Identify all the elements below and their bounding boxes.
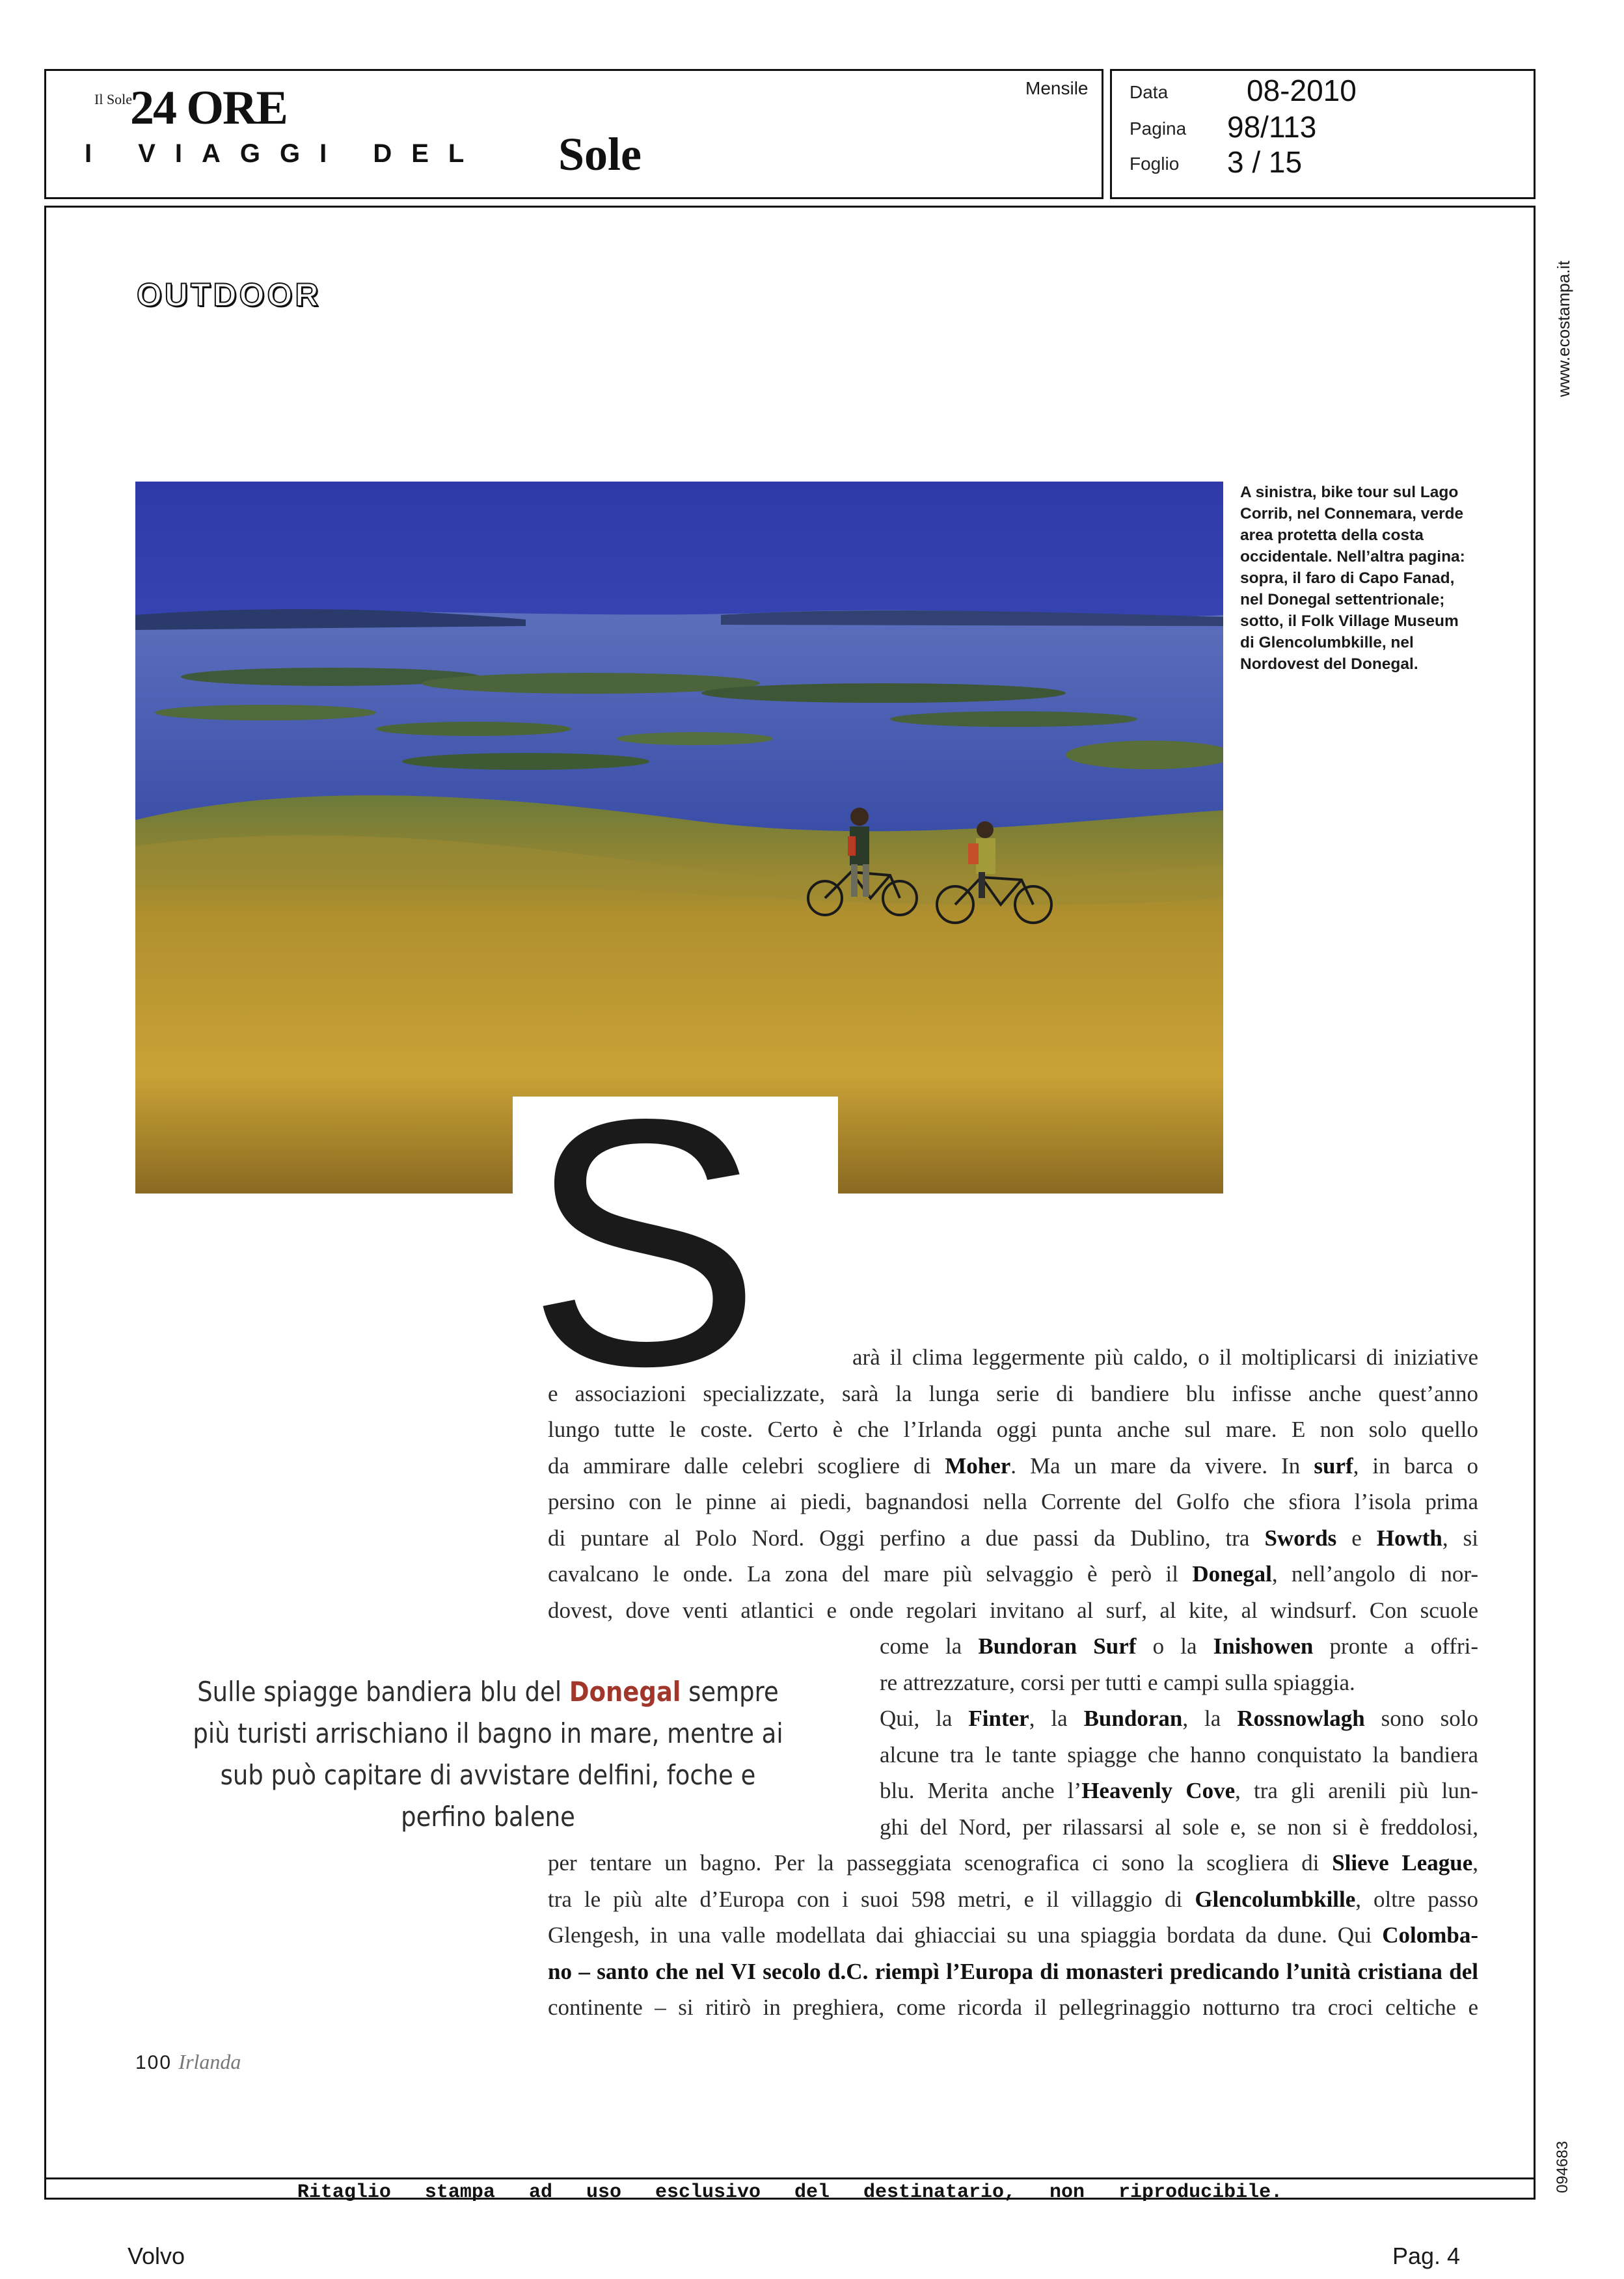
place-name: Inishowen <box>1213 1633 1314 1659</box>
article-text: , <box>1472 1850 1478 1876</box>
place-name: no <box>548 1958 572 1984</box>
series-title: I VIAGGI DEL <box>85 139 484 168</box>
place-name: Bundoran Surf <box>978 1633 1137 1659</box>
article-text: ghi del Nord, per rilassarsi al sole e, se non si è freddolosi, <box>880 1814 1478 1840</box>
article-text: per tentare un bagno. Per la passeggiata scenografica ci sono la scogliera di <box>548 1850 1333 1876</box>
article-text: alcune tra le tante spiagge che hanno conquistato la bandiera <box>880 1741 1478 1767</box>
folio-number: 100 <box>135 2052 172 2073</box>
place-name: surf <box>1314 1453 1353 1479</box>
article-text: dovest, dove venti atlantici e onde regolari invitano al surf, al kite, al windsurf. Con scuole <box>548 1597 1478 1623</box>
place-name: Finter <box>968 1706 1029 1731</box>
pull-quote-highlight: Donegal <box>569 1676 681 1708</box>
page-folio <box>135 2050 241 2074</box>
article-text: Qui, la <box>880 1706 969 1731</box>
place-name: – santo che nel VI secolo d.C. riempì l’Europa di monasteri predicando l’unità cristiana del <box>571 1958 1478 1984</box>
side-url-text: www.ecostampa.it <box>1554 260 1573 397</box>
article-text: , nell’angolo di nor- <box>1271 1561 1478 1587</box>
pull-quote-text-end: sempre più turisti arrischiano il bagno in mare, mentre ai sub può capitare di avvistare delfini, foche e perfino balene <box>193 1676 783 1833</box>
foglio-label: Foglio <box>1130 154 1180 174</box>
article-text: re attrezzature, corsi per tutti e campi sulla spiaggia. <box>880 1669 1355 1695</box>
place-name: Donegal <box>1192 1561 1272 1587</box>
article-text: di puntare al Polo Nord. Oggi perfino a due passi da Dublino, tra <box>548 1525 1265 1551</box>
article-text: , la <box>1029 1706 1084 1731</box>
article-text: e associazioni specializzate, sarà la lunga serie di bandiere blu infisse anche quest’anno <box>548 1380 1478 1406</box>
place-name: Colomba- <box>1382 1922 1478 1948</box>
section-label: OUTDOOR <box>137 277 321 313</box>
series-title-sole: Sole <box>558 128 642 180</box>
article-text: tra le più alte d’Europa con i suoi 598 metri, e il villaggio di <box>548 1886 1195 1912</box>
article-text: da ammirare dalle celebri scogliere di <box>548 1453 945 1479</box>
folio-title: Irlanda <box>178 2050 241 2073</box>
logo-24-ore: 24 ORE <box>130 81 287 135</box>
article-text: lungo tutte le coste. Certo è che l’Irlanda oggi punta anche sul mare. E non solo quello <box>548 1417 1478 1442</box>
page-number: Pag. 4 <box>1392 2243 1461 2269</box>
article-text: continente – si ritirò in preghiera, come ricorda il pellegrinaggio notturno tra croci celtiche e <box>548 1995 1478 2020</box>
article-text: pronte a offri- <box>1313 1633 1478 1659</box>
footer-divider <box>44 2177 1536 2179</box>
pagina-value: 98/113 <box>1227 110 1317 144</box>
data-value: 08-2010 <box>1247 74 1357 107</box>
article-text: o la <box>1136 1633 1213 1659</box>
client-name: Volvo <box>128 2243 185 2269</box>
article-text: , in barca o <box>1353 1453 1478 1479</box>
article-text: sono solo <box>1364 1706 1479 1731</box>
photo-caption: A sinistra, bike tour sul Lago Corrib, nel Connemara, verde area protetta della costa occidentale. Nell’altra pagina: sopra, il faro di Capo Fanad, nel Donegal settentrionale; sotto, il Folk Village Museum di Glencolumbkille, nel Nordovest del Donegal. <box>1240 484 1465 673</box>
article-text: cavalcano le onde. La zona del mare più selvaggio è però il <box>548 1561 1193 1587</box>
foglio-value: 3 / 15 <box>1227 145 1303 179</box>
article-text: , si <box>1442 1525 1478 1551</box>
place-name: Bundoran <box>1083 1706 1183 1731</box>
place-name: Swords <box>1264 1525 1337 1551</box>
place-name: Howth <box>1376 1525 1442 1551</box>
dropcap-letter: S <box>527 1046 762 1439</box>
side-url <box>1554 215 1580 397</box>
article-text: Glengesh, in una valle modellata dai ghiacciai su una spiaggia bordata da dune. Qui <box>548 1922 1383 1948</box>
article-text: , la <box>1182 1706 1238 1731</box>
article-text: come la <box>880 1633 979 1659</box>
pull-quote-text: Sulle spiagge bandiera blu del <box>197 1676 569 1708</box>
place-name: Glencolumbkille <box>1195 1886 1356 1912</box>
place-name: Moher <box>945 1453 1011 1479</box>
side-code-text: 094683 <box>1554 2140 1571 2193</box>
clipping-notice: Ritaglio stampa ad uso esclusivo del destinatario, non riproducibile. <box>297 2181 1283 2204</box>
article-text: persino con le pinne ai piedi, bagnandosi nella Corrente del Golfo che sfiora l’isola prima <box>548 1489 1478 1514</box>
pagina-label: Pagina <box>1130 118 1187 139</box>
place-name: Heavenly Cove <box>1081 1778 1236 1803</box>
article-text: blu. Merita anche l’ <box>880 1778 1082 1803</box>
logo-il-sole: Il Sole <box>94 91 133 107</box>
article-text: arà il clima leggermente più caldo, o il moltiplicarsi di iniziative <box>852 1344 1478 1370</box>
side-code <box>1554 2122 1580 2193</box>
article-text: , oltre passo <box>1355 1886 1478 1912</box>
pull-quote <box>185 1671 792 1838</box>
data-label: Data <box>1130 82 1169 102</box>
article-text: e <box>1336 1525 1377 1551</box>
place-name: Slieve League <box>1332 1850 1473 1876</box>
article-text: . Ma un mare da vivere. In <box>1010 1453 1314 1479</box>
article-text: , tra gli arenili più lun- <box>1235 1778 1478 1803</box>
place-name: Rossnowlagh <box>1237 1706 1365 1731</box>
periodicity: Mensile <box>1025 78 1089 98</box>
